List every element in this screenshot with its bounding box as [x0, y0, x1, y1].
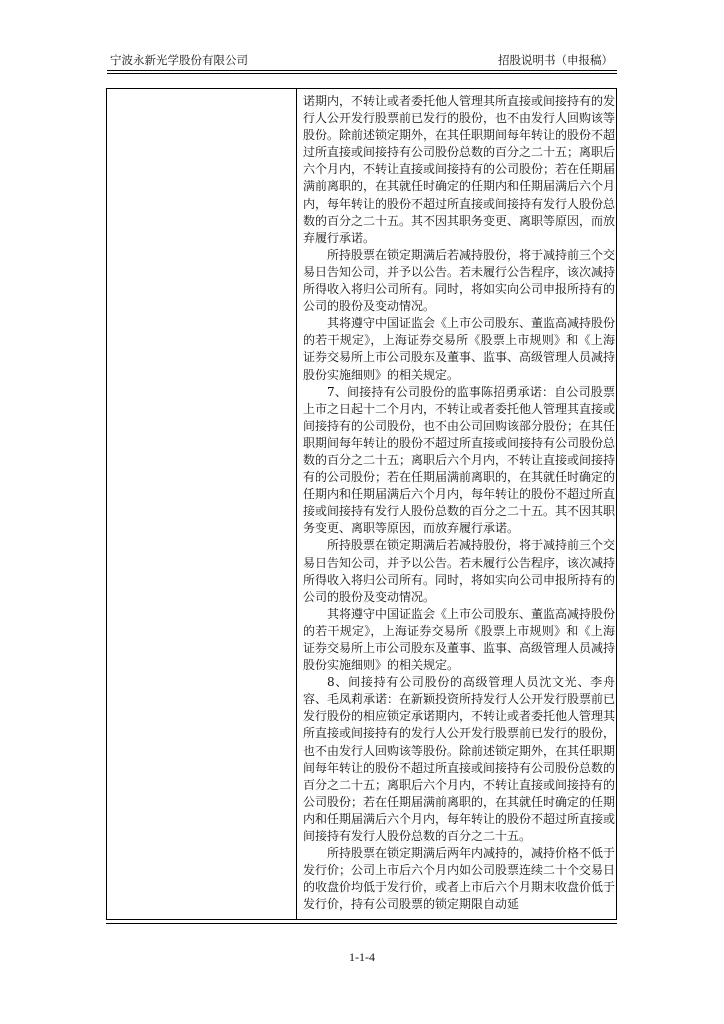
- paragraph: 8、间接持有公司股份的高级管理人员沈文光、李舟容、毛凤莉承诺：在新颖投资所持发行人公开发行股票前已发行股份的相应锁定承诺期内，不转让或者委托他人管理其所直接或间接持有的发行人公开发行股票前已发行的股份，也不由发行人回购该等股份。除前述锁定期外，在其任职期间每年转让的股份不超过所直接或间接持有公司股份总数的百分之二十五；离职后六个月内，不转让直接或间接持有的公司股份；若在任期届满前离职的，在其就任时确定的任期内和任期届满后六个月内，每年转让的股份不超过所直接或间接持有发行人股份总数的百分之二十五。: [303, 675, 616, 844]
- table-right-column: [303, 93, 615, 914]
- paragraph: 其将遵守中国证监会《上市公司股东、董监高减持股份的若干规定》，上海证券交易所《股票上市规则》和《上海证券交易所上市公司股东及董事、监事、高级管理人员减持股份实施细则》的相关规定。: [303, 606, 616, 673]
- page-number: 1-1-4: [349, 950, 375, 964]
- table-left-column: [107, 89, 297, 919]
- company-name: 宁波永新光学股份有限公司: [110, 53, 248, 67]
- page-header: [107, 52, 617, 68]
- header-rule-thick: [107, 70, 617, 71]
- paragraph: 所持股票在锁定期满后若减持股份，将于减持前三个交易日告知公司，并予以公告。若未履行公告程序，该次减持所得收入将归公司所有。同时，将如实向公司申报所持有的公司的股份及变动情况。: [303, 247, 616, 314]
- paragraph: 其将遵守中国证监会《上市公司股东、董监高减持股份的若干规定》，上海证券交易所《股票上市规则》和《上海证券交易所上市公司股东及董事、监事、高级管理人员减持股份实施细则》的相关规定。: [303, 316, 616, 382]
- paragraph: 所持股票在锁定期满后若减持股份，将于减持前三个交易日告知公司，并予以公告。若未履行公告程序，该次减持所得收入将归公司所有。同时，将如实向公司申报所持有的公司的股份及变动情况。: [303, 538, 616, 604]
- header-rule-thin: [107, 73, 617, 74]
- paragraph: 所持股票在锁定期满后两年内减持的，减持价格不低于发行价；公司上市后六个月内如公司股票连续二十个交易日的收盘价均低于发行价，或者上市后六个月期末收盘价低于发行价，持有公司股票的锁定期限自动延: [303, 846, 616, 912]
- document-type: 招股说明书（申报稿）: [498, 53, 613, 67]
- bottom-rule: [106, 923, 617, 924]
- paragraph: 7、间接持有公司股份的监事陈招勇承诺：自公司股票上市之日起十二个月内，不转让或者委托他人管理其直接或间接持有的公司股份，也不由公司回购该部分股份；在其任职期间每年转让的股份不超过所直接或间接持有公司股份总数的百分之二十五；离职后六个月内，不转让直接或间接持有的公司股份；若在任期届满前离职的，在其就任时确定的任期内和任期届满后六个月内，每年转让的股份不超过所直接或间接持有发行人股份总数的百分之二十五。其不因其职务变更、离职等原因，而放弃履行承诺。: [303, 384, 616, 536]
- paragraph: 诺期内，不转让或者委托他人管理其所直接或间接持有的发行人公开发行股票前已发行的股份，也不由发行人回购该等股份。除前述锁定期外，在其任职期间每年转让的股份不超过所直接或间接持有公司股份总数的百分之二十五；离职后六个月内，不转让直接或间接持有的公司股份；若在任期届满前离职的，在其就任时确定的任期内和任期届满后六个月内，每年转让的股份不超过所直接或间接持有发行人股份总数的百分之二十五。其不因其职务变更、离职等原因，而放弃履行承诺。: [303, 94, 616, 245]
- commitment-table: [106, 88, 617, 920]
